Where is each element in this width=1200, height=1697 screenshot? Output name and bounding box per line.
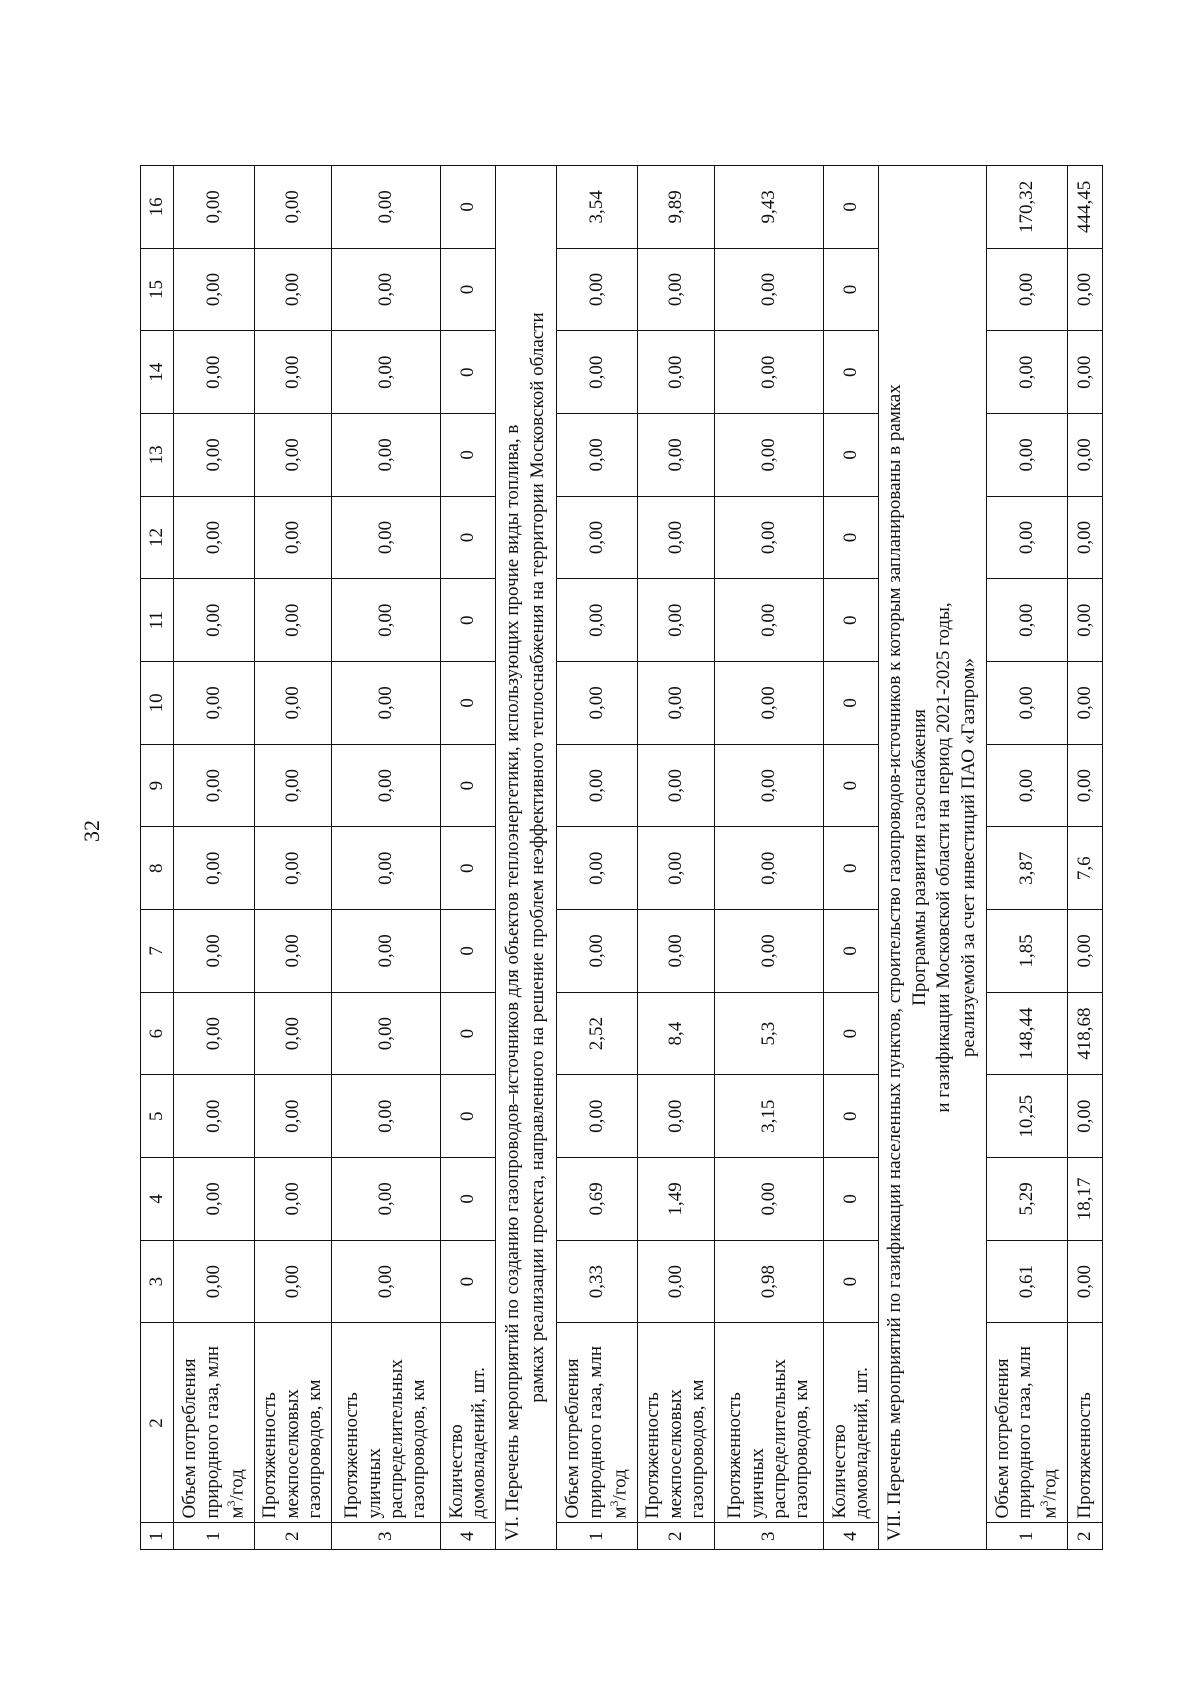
- column-number-cell: 16: [141, 166, 174, 249]
- value-cell: 0: [441, 166, 496, 249]
- section-6-title-line1: VI. Перечень мероприятий по созданию газопроводов–источников для объектов теплоэнергетики, использующих прочие виды топлива, в: [502, 424, 524, 1541]
- value-cell: 170,32: [986, 166, 1067, 249]
- value-cell: 0,61: [986, 1240, 1067, 1323]
- column-number-cell: 4: [141, 1158, 174, 1241]
- value-cell: 0: [441, 496, 496, 579]
- value-cell: 0,00: [638, 496, 715, 579]
- row-label-cell: [255, 1323, 332, 1523]
- table-row: [986, 166, 1067, 1550]
- value-cell: 0: [824, 496, 879, 579]
- value-cell: 0: [441, 1075, 496, 1158]
- section-6-header-row: [496, 166, 557, 1550]
- value-cell: 0,00: [557, 331, 638, 414]
- row-index-cell: 4: [824, 1523, 879, 1550]
- row-label-superscript: 3: [607, 1500, 622, 1507]
- value-cell: 0,00: [1067, 744, 1102, 827]
- row-label-cell: [441, 1323, 496, 1523]
- row-label-text: Объем потребления природного газа, млн м: [179, 1345, 248, 1519]
- value-cell: 0,00: [174, 744, 255, 827]
- value-cell: 0: [824, 662, 879, 745]
- column-number-cell: 7: [141, 910, 174, 993]
- row-index-cell: 1: [174, 1523, 255, 1550]
- value-cell: 0,00: [1067, 331, 1102, 414]
- column-number-cell: 14: [141, 331, 174, 414]
- value-cell: 0,00: [255, 414, 332, 497]
- rotated-table-container: [140, 165, 1095, 1550]
- row-label-text: Протяженность уличных распределительных газопроводов, км: [341, 1359, 430, 1519]
- value-cell: 0,00: [255, 744, 332, 827]
- row-label-suffix: /год: [609, 1469, 631, 1501]
- value-cell: 0: [824, 1075, 879, 1158]
- row-label-text: Объем потребления природного газа, млн м: [562, 1345, 631, 1519]
- value-cell: 0,00: [986, 331, 1067, 414]
- row-index-cell: 1: [986, 1523, 1067, 1550]
- value-cell: 0: [441, 1240, 496, 1323]
- column-number-cell: 6: [141, 992, 174, 1075]
- value-cell: 0,00: [986, 248, 1067, 331]
- table-row: [715, 166, 824, 1550]
- value-cell: 0,00: [255, 579, 332, 662]
- value-cell: 0,00: [174, 496, 255, 579]
- value-cell: 5,29: [986, 1158, 1067, 1241]
- table-row: [255, 166, 332, 1550]
- value-cell: 0,00: [1067, 496, 1102, 579]
- row-label-cell: [557, 1323, 638, 1523]
- value-cell: 0,00: [557, 579, 638, 662]
- column-number-cell: 9: [141, 744, 174, 827]
- value-cell: 444,45: [1067, 166, 1102, 249]
- value-cell: 0,00: [986, 662, 1067, 745]
- value-cell: 0,00: [715, 1158, 824, 1241]
- row-label-text: Количество домовладений, шт.: [828, 1367, 872, 1519]
- value-cell: 0,69: [557, 1158, 638, 1241]
- row-label-text: Протяженность межпоселковых газопроводов, км: [642, 1379, 709, 1519]
- value-cell: 0: [824, 910, 879, 993]
- column-number-cell: 10: [141, 662, 174, 745]
- value-cell: 0,00: [638, 662, 715, 745]
- value-cell: 7,6: [1067, 827, 1102, 910]
- section-7-title-line3: и газификации Московской области на период 2021-2025 годы,: [933, 602, 955, 1113]
- value-cell: 0,33: [557, 1240, 638, 1323]
- row-label-superscript: 3: [1036, 1500, 1051, 1507]
- row-index-cell: 3: [715, 1523, 824, 1550]
- value-cell: 0: [824, 579, 879, 662]
- value-cell: 3,87: [986, 827, 1067, 910]
- value-cell: 3,54: [557, 166, 638, 249]
- column-number-cell: 2: [141, 1323, 174, 1523]
- value-cell: 0,00: [174, 248, 255, 331]
- value-cell: 0,00: [332, 331, 441, 414]
- value-cell: 0,00: [715, 331, 824, 414]
- value-cell: 0,00: [986, 744, 1067, 827]
- value-cell: 1,49: [638, 1158, 715, 1241]
- row-index-cell: 2: [1067, 1523, 1102, 1550]
- section-6-title-line2: рамках реализации проекта, направленного на решение проблем неэффективного теплоснабжения на территории Московской области: [527, 312, 548, 1403]
- value-cell: 0: [441, 248, 496, 331]
- section-7-title-line2: Программы развития газоснабжения: [908, 709, 930, 1006]
- value-cell: 0,00: [332, 166, 441, 249]
- value-cell: 0: [441, 662, 496, 745]
- row-label-text: Протяженность уличных распределительных газопроводов, км: [724, 1359, 813, 1519]
- value-cell: 0,00: [638, 331, 715, 414]
- value-cell: 0,00: [174, 992, 255, 1075]
- row-label-suffix: /год: [1039, 1469, 1061, 1501]
- row-index-cell: 3: [332, 1523, 441, 1550]
- column-number-cell: 3: [141, 1240, 174, 1323]
- value-cell: 0,00: [986, 496, 1067, 579]
- table-row: [174, 166, 255, 1550]
- value-cell: 0,00: [638, 414, 715, 497]
- value-cell: 0,00: [332, 579, 441, 662]
- value-cell: 0,00: [557, 662, 638, 745]
- value-cell: 0: [441, 992, 496, 1075]
- value-cell: 0,00: [638, 744, 715, 827]
- value-cell: 0: [824, 331, 879, 414]
- value-cell: 0,00: [255, 662, 332, 745]
- section-7-title: [879, 166, 987, 1550]
- row-label-cell: [986, 1323, 1067, 1523]
- row-label-suffix: /год: [226, 1469, 248, 1501]
- value-cell: 0,00: [255, 1240, 332, 1323]
- value-cell: 0,00: [715, 496, 824, 579]
- value-cell: 0,00: [638, 248, 715, 331]
- value-cell: 0,00: [332, 496, 441, 579]
- value-cell: 0,00: [638, 1075, 715, 1158]
- value-cell: 0,00: [332, 992, 441, 1075]
- value-cell: 0: [441, 744, 496, 827]
- value-cell: 0,00: [715, 744, 824, 827]
- row-label-text: Объем потребления природного газа, млн м: [991, 1345, 1061, 1519]
- value-cell: 0,00: [255, 166, 332, 249]
- value-cell: 0: [441, 331, 496, 414]
- value-cell: 0,00: [174, 662, 255, 745]
- table-row: [557, 166, 638, 1550]
- column-number-cell: 1: [141, 1523, 174, 1550]
- value-cell: 0,00: [638, 910, 715, 993]
- value-cell: 0,00: [1067, 1240, 1102, 1323]
- value-cell: 0: [824, 414, 879, 497]
- section-7-header-row: [879, 166, 987, 1550]
- value-cell: 0,00: [715, 662, 824, 745]
- value-cell: 0,00: [174, 414, 255, 497]
- column-number-cell: 11: [141, 579, 174, 662]
- value-cell: 0: [441, 827, 496, 910]
- section-7-title-line4: реализуемой за счет инвестиций ПАО «Газпром»: [958, 658, 980, 1057]
- value-cell: 0,00: [557, 744, 638, 827]
- value-cell: 0: [441, 414, 496, 497]
- value-cell: 0,00: [332, 744, 441, 827]
- value-cell: 0: [824, 166, 879, 249]
- row-index-cell: 2: [638, 1523, 715, 1550]
- value-cell: 0,00: [557, 414, 638, 497]
- value-cell: 0,00: [332, 1075, 441, 1158]
- value-cell: 0,00: [174, 827, 255, 910]
- value-cell: 0,00: [174, 910, 255, 993]
- column-number-cell: 5: [141, 1075, 174, 1158]
- value-cell: 0: [824, 827, 879, 910]
- value-cell: 0,00: [332, 827, 441, 910]
- value-cell: 148,44: [986, 992, 1067, 1075]
- table-row: [824, 166, 879, 1550]
- column-number-cell: 13: [141, 414, 174, 497]
- value-cell: 0,00: [255, 827, 332, 910]
- value-cell: 0,00: [174, 1075, 255, 1158]
- value-cell: 8,4: [638, 992, 715, 1075]
- value-cell: 0: [824, 1240, 879, 1323]
- section-6-title: [496, 166, 557, 1550]
- value-cell: 0: [824, 992, 879, 1075]
- value-cell: 0: [824, 248, 879, 331]
- value-cell: 10,25: [986, 1075, 1067, 1158]
- value-cell: 0,00: [1067, 910, 1102, 993]
- value-cell: 0,00: [715, 414, 824, 497]
- value-cell: 0,00: [1067, 662, 1102, 745]
- table-row: [1067, 166, 1102, 1550]
- row-label-cell: [174, 1323, 255, 1523]
- row-label-cell: [715, 1323, 824, 1523]
- row-index-cell: 1: [557, 1523, 638, 1550]
- value-cell: 0,00: [174, 166, 255, 249]
- value-cell: 0,00: [715, 910, 824, 993]
- value-cell: 0,00: [174, 1158, 255, 1241]
- value-cell: 9,43: [715, 166, 824, 249]
- column-number-row: [141, 166, 174, 1550]
- value-cell: 0,00: [255, 910, 332, 993]
- value-cell: 2,52: [557, 992, 638, 1075]
- row-label-text: Количество домовладений, шт.: [445, 1367, 489, 1519]
- value-cell: 0,00: [557, 248, 638, 331]
- value-cell: 0,00: [255, 331, 332, 414]
- table-row: [441, 166, 496, 1550]
- row-label-superscript: 3: [224, 1500, 239, 1507]
- value-cell: 0,00: [174, 579, 255, 662]
- value-cell: 0,00: [557, 1075, 638, 1158]
- value-cell: 0,00: [332, 662, 441, 745]
- value-cell: 0,00: [332, 1240, 441, 1323]
- value-cell: 0,00: [332, 1158, 441, 1241]
- row-label-cell: [638, 1323, 715, 1523]
- value-cell: 0,00: [174, 1240, 255, 1323]
- table-row: [332, 166, 441, 1550]
- row-index-cell: 4: [441, 1523, 496, 1550]
- value-cell: 0,00: [638, 579, 715, 662]
- value-cell: 0,00: [1067, 1075, 1102, 1158]
- row-label-cell: [332, 1323, 441, 1523]
- value-cell: 0,00: [1067, 414, 1102, 497]
- value-cell: 5,3: [715, 992, 824, 1075]
- row-label-text: Протяженность межпоселковых газопроводов, км: [259, 1379, 326, 1519]
- value-cell: 0,98: [715, 1240, 824, 1323]
- row-label-text: Протяженность: [1073, 1392, 1095, 1519]
- value-cell: 418,68: [1067, 992, 1102, 1075]
- column-number-cell: 8: [141, 827, 174, 910]
- value-cell: 0: [441, 1158, 496, 1241]
- value-cell: 0,00: [715, 827, 824, 910]
- value-cell: 0: [824, 1158, 879, 1241]
- value-cell: 0,00: [557, 827, 638, 910]
- value-cell: 0,00: [332, 414, 441, 497]
- value-cell: 0,00: [332, 910, 441, 993]
- column-number-cell: 15: [141, 248, 174, 331]
- row-label-cell: [824, 1323, 879, 1523]
- value-cell: 0,00: [332, 248, 441, 331]
- value-cell: 0,00: [255, 1158, 332, 1241]
- value-cell: 9,89: [638, 166, 715, 249]
- value-cell: 0: [441, 579, 496, 662]
- gas-supply-table: [140, 165, 1103, 1550]
- value-cell: 0,00: [986, 579, 1067, 662]
- value-cell: 0,00: [255, 992, 332, 1075]
- value-cell: 0,00: [715, 248, 824, 331]
- value-cell: 18,17: [1067, 1158, 1102, 1241]
- value-cell: 0,00: [557, 496, 638, 579]
- value-cell: 0,00: [986, 414, 1067, 497]
- value-cell: 0,00: [174, 331, 255, 414]
- value-cell: 0,00: [255, 496, 332, 579]
- row-index-cell: 2: [255, 1523, 332, 1550]
- value-cell: 0: [441, 910, 496, 993]
- value-cell: 0: [824, 744, 879, 827]
- page-number: 32: [79, 820, 104, 842]
- column-number-cell: 12: [141, 496, 174, 579]
- value-cell: 0,00: [255, 1075, 332, 1158]
- section-7-title-line1: VII. Перечень мероприятий по газификации населенных пунктов, строительство газопроводов-источников к которым запланированы в рамках: [884, 384, 905, 1541]
- row-label-cell: [1067, 1323, 1102, 1523]
- value-cell: 0,00: [638, 827, 715, 910]
- value-cell: 0,00: [638, 1240, 715, 1323]
- value-cell: 0,00: [715, 579, 824, 662]
- table-row: [638, 166, 715, 1550]
- value-cell: 1,85: [986, 910, 1067, 993]
- value-cell: 3,15: [715, 1075, 824, 1158]
- value-cell: 0,00: [1067, 579, 1102, 662]
- value-cell: 0,00: [557, 910, 638, 993]
- value-cell: 0,00: [255, 248, 332, 331]
- value-cell: 0,00: [1067, 248, 1102, 331]
